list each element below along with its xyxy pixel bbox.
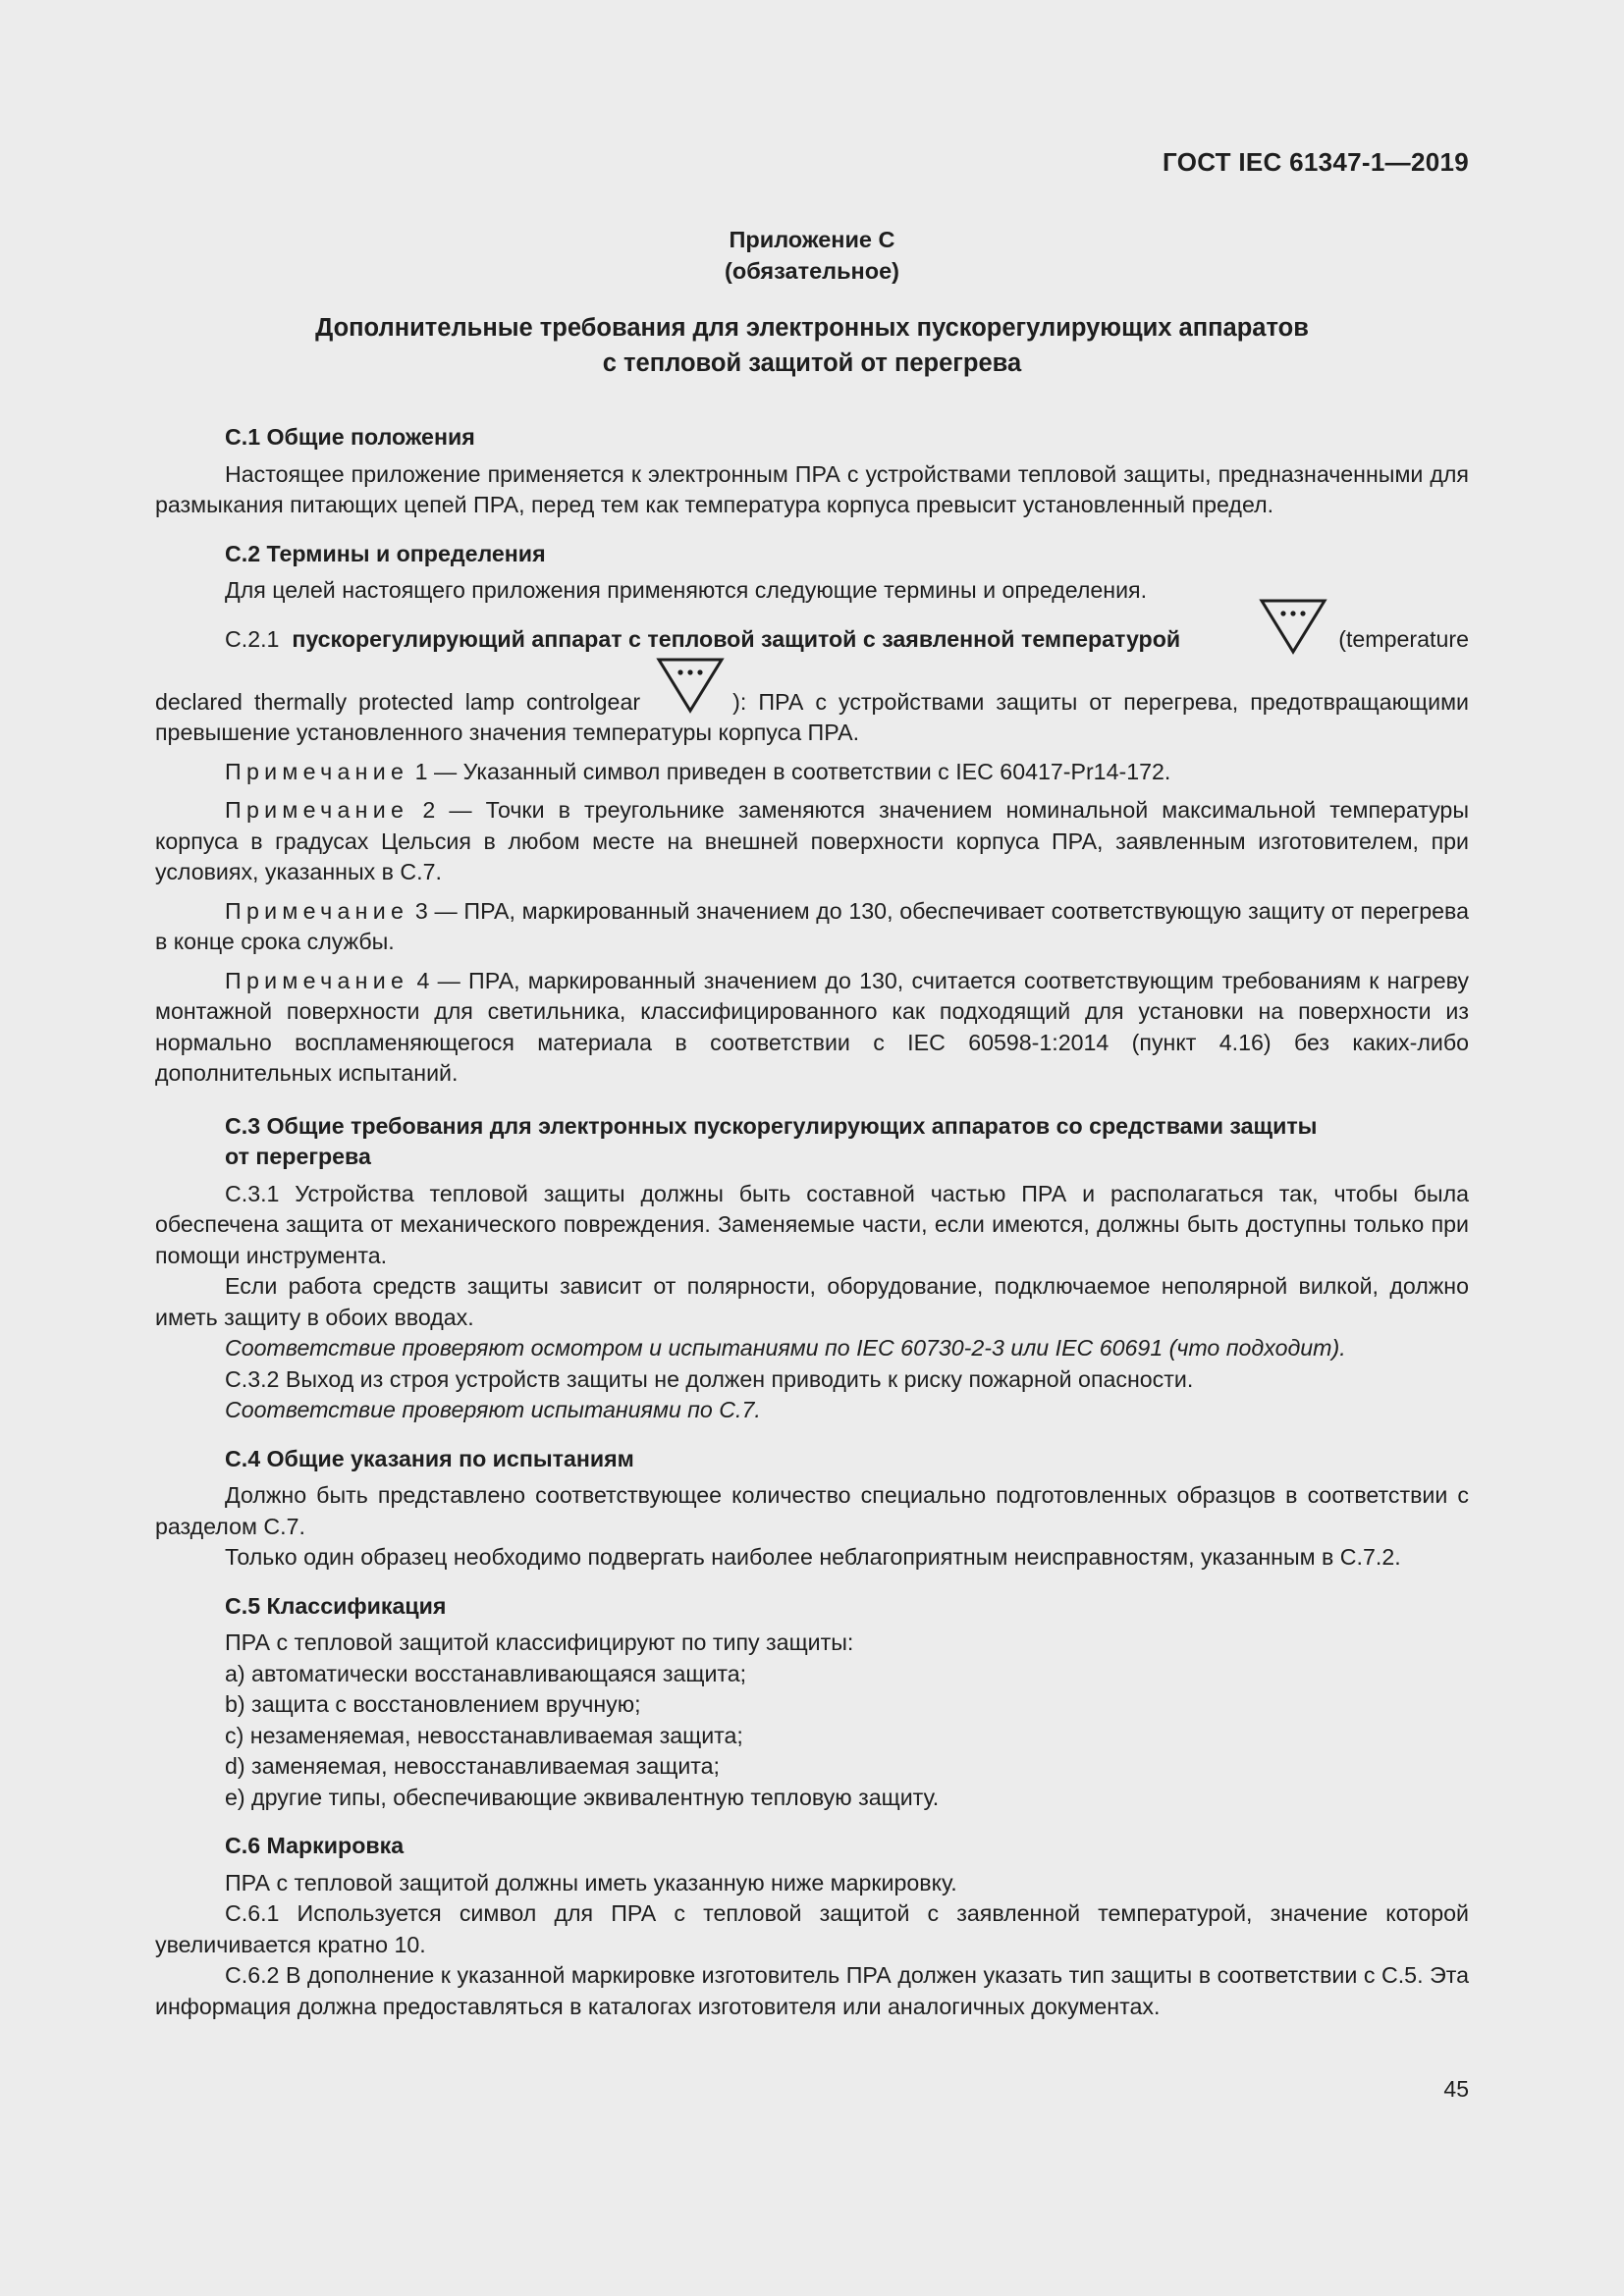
section-c3-heading-line1: С.3 Общие требования для электронных пускорегулирующих аппаратов со средствами защиты: [225, 1112, 1318, 1139]
section-c3-p4: С.3.2 Выход из строя устройств защиты не должен приводить к риску пожарной опасности.: [225, 1365, 1194, 1392]
page-content: [155, 224, 1469, 2022]
note-3: Примечание 3 — ПРА, маркированный значением до 130, обеспечивает соответствующую защиту от перегрева в конце срока службы.: [155, 897, 1469, 954]
term-title: пускорегулирующий аппарат с тепловой защитой с заявленной температурой: [292, 625, 1181, 652]
section-c1-text: Настоящее приложение применяется к электронным ПРА с устройствами тепловой защиты, предназначенными для размыкания питающих цепей ПРА, перед тем как температура корпуса превысит установленный предел.: [155, 460, 1469, 517]
section-c6-intro: ПРА с тепловой защитой должны иметь указанную ниже маркировку.: [225, 1869, 957, 1896]
section-c3-p2: Если работа средств защиты зависит от полярности, оборудование, подключаемое неполярной вилкой, должно иметь защиту в обоих вводах.: [155, 1273, 1469, 1330]
section-c4-heading: С.4 Общие указания по испытаниям: [225, 1445, 634, 1471]
term-english-cont: declared thermally protected lamp controlgear: [155, 688, 641, 715]
document-code: ГОСТ IEC 61347-1—2019: [1163, 147, 1469, 177]
list-item: e) другие типы, обеспечивающие эквивалентную тепловую защиту.: [225, 1784, 940, 1810]
appendix-status: (обязательное): [725, 258, 899, 284]
section-c3-p1: С.3.1 Устройства тепловой защиты должны быть составной частью ПРА и располагаться так, чтобы была обеспечена защита от механического повреждения. Заменяемые части, если имеются, должны быть доступны только при помощи инструмента.: [155, 1180, 1469, 1268]
term-definition-start: ): ПРА с устройствами защиты от перегрева, предотвращающими: [732, 688, 1469, 715]
section-c4-p2: Только один образец необходимо подвергать наиболее неблагоприятным неисправностям, указанным в С.7.2.: [225, 1544, 1401, 1570]
section-c3-heading-line2: от перегрева: [225, 1144, 371, 1169]
list-item: b) защита с восстановлением вручную;: [225, 1691, 641, 1717]
section-c3-p3: Соответствие проверяют осмотром и испытаниями по IEC 60730-2-3 или IEC 60691 (что подходит).: [225, 1335, 1346, 1361]
section-c2-heading: С.2 Термины и определения: [225, 540, 546, 566]
temperature-declared-triangle-icon: [1259, 597, 1327, 656]
section-c3-heading: [155, 1111, 1469, 1173]
list-item: c) незаменяемая, невосстанавливаемая защита;: [225, 1722, 743, 1748]
section-c5-intro: ПРА с тепловой защитой классифицируют по типу защиты:: [225, 1629, 854, 1655]
section-c6-p1: С.6.1 Используется символ для ПРА с тепловой защитой с заявленной температурой, значение которой увеличивается кратно 10.: [155, 1900, 1469, 1957]
section-c6-heading: С.6 Маркировка: [225, 1833, 405, 1858]
section-c6-p2: С.6.2 В дополнение к указанной маркировке изготовитель ПРА должен указать тип защиты в соответствии с С.5. Эта информация должна предоставляться в каталогах изготовителя или аналогичных документах.: [155, 1962, 1469, 2019]
term-definition-end: превышение установленного значения температуры корпуса ПРА.: [155, 720, 860, 745]
appendix-label: Приложение С: [729, 227, 895, 252]
note-1: Примечание 1 — Указанный символ приведен в соответствии с IEC 60417-Pr14-172.: [225, 758, 1171, 784]
section-c1-heading: С.1 Общие положения: [225, 424, 475, 450]
term-number: С.2.1: [225, 625, 280, 652]
appendix-title: [155, 310, 1469, 381]
list-item: d) заменяемая, невосстанавливаемая защита;: [225, 1753, 720, 1779]
note-4: Примечание 4 — ПРА, маркированный значением до 130, считается соответствующим требованиям к нагреву монтажной поверхности для светильника, классифицированного как подходящий для установки на поверхности из нормально воспламеняющегося материала в соответствии с IEC 60598-1:2014 (пункт 4.16) без каких-либо дополнительных испытаний.: [155, 967, 1469, 1086]
section-c5-heading: С.5 Классификация: [225, 1592, 447, 1619]
appendix-title-line2: с тепловой защитой от перегрева: [602, 349, 1022, 377]
term-c2-1: [155, 624, 1469, 664]
note-2: Примечание 2 — Точки в треугольнике заменяются значением номинальной максимальной температуры корпуса в градусах Цельсия в любом месте на внешней поверхности корпуса ПРА, заявленным изготовителем, при условиях, указанных в С.7.: [155, 797, 1469, 884]
term-english-open: (temperature: [1338, 625, 1469, 652]
list-item: a) автоматически восстанавливающаяся защита;: [225, 1660, 747, 1686]
temperature-declared-triangle-icon-inline: [656, 656, 725, 715]
section-c4-p1: Должно быть представлено соответствующее количество специально подготовленных образцов в соответствии с разделом С.7.: [155, 1482, 1469, 1539]
page-number: 45: [1443, 2076, 1469, 2102]
section-c2-intro: Для целей настоящего приложения применяются следующие термины и определения.: [225, 577, 1148, 603]
section-c3-p5: Соответствие проверяют испытаниями по С.7.: [225, 1397, 761, 1422]
term-definition-line: [155, 687, 1469, 719]
appendix-title-line1: Дополнительные требования для электронных пускорегулирующих аппаратов: [315, 314, 1309, 342]
